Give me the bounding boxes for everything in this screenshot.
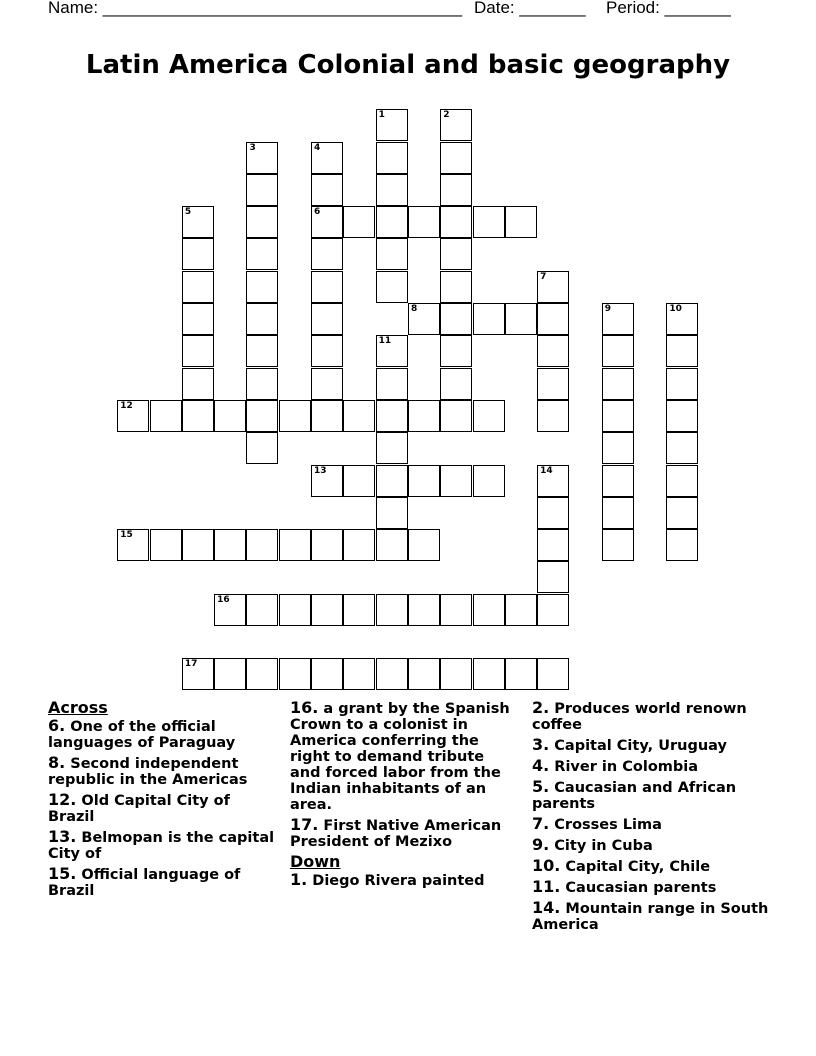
clue xyxy=(532,816,772,833)
grid-cell[interactable] xyxy=(537,658,569,690)
grid-cell[interactable] xyxy=(246,174,278,206)
grid-cell[interactable] xyxy=(537,400,569,432)
clue-text: Capital City, Chile xyxy=(565,859,711,875)
grid-cell[interactable] xyxy=(602,303,634,335)
clue-text: Crosses Lima xyxy=(554,817,662,833)
clue-text: Caucasian and African parents xyxy=(532,780,737,812)
clue-text: City in Cuba xyxy=(554,838,653,854)
grid-cell[interactable] xyxy=(440,271,472,303)
clue-text: One of the official languages of Paraguay xyxy=(48,719,236,751)
clue xyxy=(532,879,772,896)
clue xyxy=(532,837,772,854)
grid-cell[interactable] xyxy=(408,658,440,690)
grid-cell[interactable] xyxy=(343,400,375,432)
clue xyxy=(48,829,276,862)
clue xyxy=(48,866,276,899)
grid-cell[interactable] xyxy=(376,594,408,626)
grid-cell[interactable] xyxy=(408,206,440,238)
clue-text: Mountain range in South America xyxy=(532,901,769,933)
grid-cell[interactable] xyxy=(666,400,698,432)
grid-cell[interactable] xyxy=(182,238,214,270)
grid-cell[interactable] xyxy=(602,465,634,497)
clue-number: 1 xyxy=(378,110,385,121)
clue-label-number: 14. xyxy=(532,898,561,917)
grid-cell[interactable] xyxy=(246,303,278,335)
grid-cell[interactable] xyxy=(666,465,698,497)
grid-cell[interactable] xyxy=(602,432,634,464)
grid-cell[interactable] xyxy=(246,432,278,464)
section-heading: Across xyxy=(48,698,108,717)
clue-number: 15 xyxy=(120,530,133,541)
clue-text: First Native American President of Mezixo xyxy=(290,818,502,850)
grid-cell[interactable] xyxy=(311,368,343,400)
grid-cell[interactable] xyxy=(376,432,408,464)
grid-cell[interactable] xyxy=(343,206,375,238)
clue-text: Belmopan is the capital City of xyxy=(48,830,275,862)
clue-label-number: 1. xyxy=(290,870,308,889)
grid-cell[interactable] xyxy=(440,303,472,335)
grid-cell[interactable] xyxy=(440,206,472,238)
grid-cell[interactable] xyxy=(666,529,698,561)
clue-label-number: 12. xyxy=(48,790,77,809)
grid-cell[interactable] xyxy=(440,174,472,206)
clue-number: 6 xyxy=(314,207,321,218)
date-field[interactable]: Date: _______ xyxy=(474,0,586,17)
clue-text: Caucasian parents xyxy=(565,880,717,896)
grid-cell[interactable] xyxy=(311,529,343,561)
grid-cell[interactable] xyxy=(440,142,472,174)
clue xyxy=(290,817,518,850)
grid-cell[interactable] xyxy=(214,529,246,561)
grid-cell[interactable] xyxy=(537,271,569,303)
grid-cell[interactable] xyxy=(214,594,246,626)
grid-cell[interactable] xyxy=(505,594,537,626)
clue-text: Capital City, Uruguay xyxy=(554,738,727,754)
clue-label-number: 10. xyxy=(532,856,561,875)
grid-cell[interactable] xyxy=(182,658,214,690)
grid-cell[interactable] xyxy=(408,400,440,432)
grid-cell[interactable] xyxy=(440,658,472,690)
grid-cell[interactable] xyxy=(311,206,343,238)
grid-cell[interactable] xyxy=(214,400,246,432)
grid-cell[interactable] xyxy=(473,594,505,626)
grid-cell[interactable] xyxy=(311,271,343,303)
grid-cell[interactable] xyxy=(376,271,408,303)
grid-cell[interactable] xyxy=(376,497,408,529)
clue xyxy=(48,792,276,825)
clue-label-number: 11. xyxy=(532,877,561,896)
clue-number: 7 xyxy=(540,271,547,282)
clue-label-number: 13. xyxy=(48,827,77,846)
clue xyxy=(532,858,772,875)
clue-number: 14 xyxy=(540,465,553,476)
clue-label-number: 17. xyxy=(290,815,319,834)
grid-cell[interactable] xyxy=(505,303,537,335)
grid-cell[interactable] xyxy=(440,465,472,497)
grid-cell[interactable] xyxy=(505,206,537,238)
grid-cell[interactable] xyxy=(666,432,698,464)
clue-text: Diego Rivera painted xyxy=(312,873,485,889)
clue-label-number: 9. xyxy=(532,835,550,854)
grid-cell[interactable] xyxy=(376,335,408,367)
grid-cell[interactable] xyxy=(182,529,214,561)
grid-cell[interactable] xyxy=(279,400,311,432)
clue xyxy=(532,737,772,754)
clue-number: 17 xyxy=(184,659,198,670)
clue-number: 2 xyxy=(443,110,450,121)
grid-cell[interactable] xyxy=(246,594,278,626)
grid-cell[interactable] xyxy=(473,465,505,497)
section-heading: Down xyxy=(290,852,341,871)
grid-cell[interactable] xyxy=(473,206,505,238)
clue-text: Second independent republic in the Americas xyxy=(48,756,248,788)
clue xyxy=(48,718,276,751)
clues-column-3 xyxy=(532,700,772,937)
clue-label-number: 8. xyxy=(48,753,66,772)
grid-cell[interactable] xyxy=(376,529,408,561)
grid-cell[interactable] xyxy=(505,658,537,690)
clues-column-2 xyxy=(290,700,518,893)
grid-cell[interactable] xyxy=(473,658,505,690)
clue-number: 5 xyxy=(184,207,192,218)
name-field[interactable]: Name: ______________________________________ xyxy=(48,0,463,17)
clue-number: 12 xyxy=(120,400,133,411)
grid-cell[interactable] xyxy=(311,303,343,335)
grid-cell[interactable] xyxy=(537,561,569,593)
grid-cell[interactable] xyxy=(376,174,408,206)
clue-number: 16 xyxy=(217,594,230,605)
clue-text: a grant by the Spanish Crown to a colonist in America conferring the right to demand tribute and forced labor from the Indian inhabitants of an area. xyxy=(290,701,510,813)
grid-cell[interactable] xyxy=(376,238,408,270)
clue-label-number: 7. xyxy=(532,814,550,833)
grid-cell[interactable] xyxy=(311,335,343,367)
grid-cell[interactable] xyxy=(246,238,278,270)
grid-cell[interactable] xyxy=(666,368,698,400)
clue-text: Produces world renown coffee xyxy=(532,701,747,733)
grid-cell[interactable] xyxy=(343,594,375,626)
clue-label-number: 3. xyxy=(532,735,550,754)
grid-cell[interactable] xyxy=(408,594,440,626)
clue-number: 13 xyxy=(314,465,327,476)
grid-cell[interactable] xyxy=(182,335,214,367)
grid-cell[interactable] xyxy=(182,206,214,238)
grid-cell[interactable] xyxy=(279,658,311,690)
clue xyxy=(532,900,772,933)
clue-label-number: 2. xyxy=(532,698,550,717)
clue-text: Official language of Brazil xyxy=(48,867,241,899)
clue xyxy=(532,779,772,812)
grid-cell[interactable] xyxy=(408,529,440,561)
grid-cell[interactable] xyxy=(602,335,634,367)
clue-label-number: 16. xyxy=(290,698,319,717)
grid-cell[interactable] xyxy=(311,594,343,626)
grid-cell[interactable] xyxy=(246,206,278,238)
grid-cell[interactable] xyxy=(537,529,569,561)
grid-cell[interactable] xyxy=(182,368,214,400)
clue-number: 4 xyxy=(314,142,321,153)
grid-cell[interactable] xyxy=(311,174,343,206)
grid-cell[interactable] xyxy=(537,465,569,497)
grid-cell[interactable] xyxy=(311,658,343,690)
clue xyxy=(532,700,772,733)
grid-cell[interactable] xyxy=(440,400,472,432)
clue-number: 8 xyxy=(410,304,418,315)
grid-cell[interactable] xyxy=(537,594,569,626)
grid-cell[interactable] xyxy=(376,658,408,690)
grid-cell[interactable] xyxy=(376,142,408,174)
grid-cell[interactable] xyxy=(537,303,569,335)
grid-cell[interactable] xyxy=(182,271,214,303)
clues-column-1 xyxy=(48,700,276,903)
clue xyxy=(290,700,518,813)
clue-label-number: 6. xyxy=(48,716,66,735)
clue-text: River in Colombia xyxy=(554,759,699,775)
grid-cell[interactable] xyxy=(440,335,472,367)
grid-cell[interactable] xyxy=(408,465,440,497)
clue xyxy=(290,872,518,889)
grid-cell[interactable] xyxy=(376,400,408,432)
grid-cell[interactable] xyxy=(473,400,505,432)
grid-cell[interactable] xyxy=(246,529,278,561)
grid-cell[interactable] xyxy=(440,594,472,626)
grid-cell[interactable] xyxy=(666,335,698,367)
grid-cell[interactable] xyxy=(246,658,278,690)
grid-cell[interactable] xyxy=(666,303,698,335)
grid-cell[interactable] xyxy=(440,368,472,400)
grid-cell[interactable] xyxy=(408,303,440,335)
grid-cell[interactable] xyxy=(440,238,472,270)
grid-cell[interactable] xyxy=(246,271,278,303)
grid-cell[interactable] xyxy=(376,368,408,400)
grid-cell[interactable] xyxy=(246,142,278,174)
grid-cell[interactable] xyxy=(343,529,375,561)
clue-number: 9 xyxy=(604,304,612,315)
grid-cell[interactable] xyxy=(602,497,634,529)
grid-cell[interactable] xyxy=(343,658,375,690)
grid-cell[interactable] xyxy=(311,238,343,270)
grid-cell[interactable] xyxy=(440,109,472,141)
grid-cell[interactable] xyxy=(311,465,343,497)
clue-number: 3 xyxy=(249,142,256,153)
clue-number: 11 xyxy=(378,336,392,347)
grid-cell[interactable] xyxy=(182,303,214,335)
grid-cell[interactable] xyxy=(376,109,408,141)
grid-cell[interactable] xyxy=(246,368,278,400)
clue xyxy=(532,758,772,775)
grid-cell[interactable] xyxy=(311,142,343,174)
clue-text: Old Capital City of Brazil xyxy=(48,793,230,825)
grid-cell[interactable] xyxy=(602,400,634,432)
grid-cell[interactable] xyxy=(150,529,182,561)
grid-cell[interactable] xyxy=(279,594,311,626)
grid-cell[interactable] xyxy=(376,465,408,497)
grid-cell[interactable] xyxy=(602,529,634,561)
grid-cell[interactable] xyxy=(376,206,408,238)
page-title: Latin America Colonial and basic geography xyxy=(85,50,731,80)
clue-number: 10 xyxy=(669,304,682,315)
clue-label-number: 15. xyxy=(48,864,77,883)
grid-cell[interactable] xyxy=(246,400,278,432)
period-field[interactable]: Period: _______ xyxy=(606,0,731,17)
grid-cell[interactable] xyxy=(246,335,278,367)
grid-cell[interactable] xyxy=(117,400,149,432)
grid-cell[interactable] xyxy=(537,335,569,367)
grid-cell[interactable] xyxy=(537,497,569,529)
grid-cell[interactable] xyxy=(182,400,214,432)
grid-cell[interactable] xyxy=(473,303,505,335)
grid-cell[interactable] xyxy=(666,497,698,529)
grid-cell[interactable] xyxy=(311,400,343,432)
clue xyxy=(48,755,276,788)
grid-cell[interactable] xyxy=(602,368,634,400)
grid-cell[interactable] xyxy=(214,658,246,690)
grid-cell[interactable] xyxy=(537,368,569,400)
clue-label-number: 4. xyxy=(532,756,550,775)
grid-cell[interactable] xyxy=(343,465,375,497)
grid-cell[interactable] xyxy=(117,529,149,561)
grid-cell[interactable] xyxy=(279,529,311,561)
grid-cell[interactable] xyxy=(150,400,182,432)
clue-label-number: 5. xyxy=(532,777,550,796)
